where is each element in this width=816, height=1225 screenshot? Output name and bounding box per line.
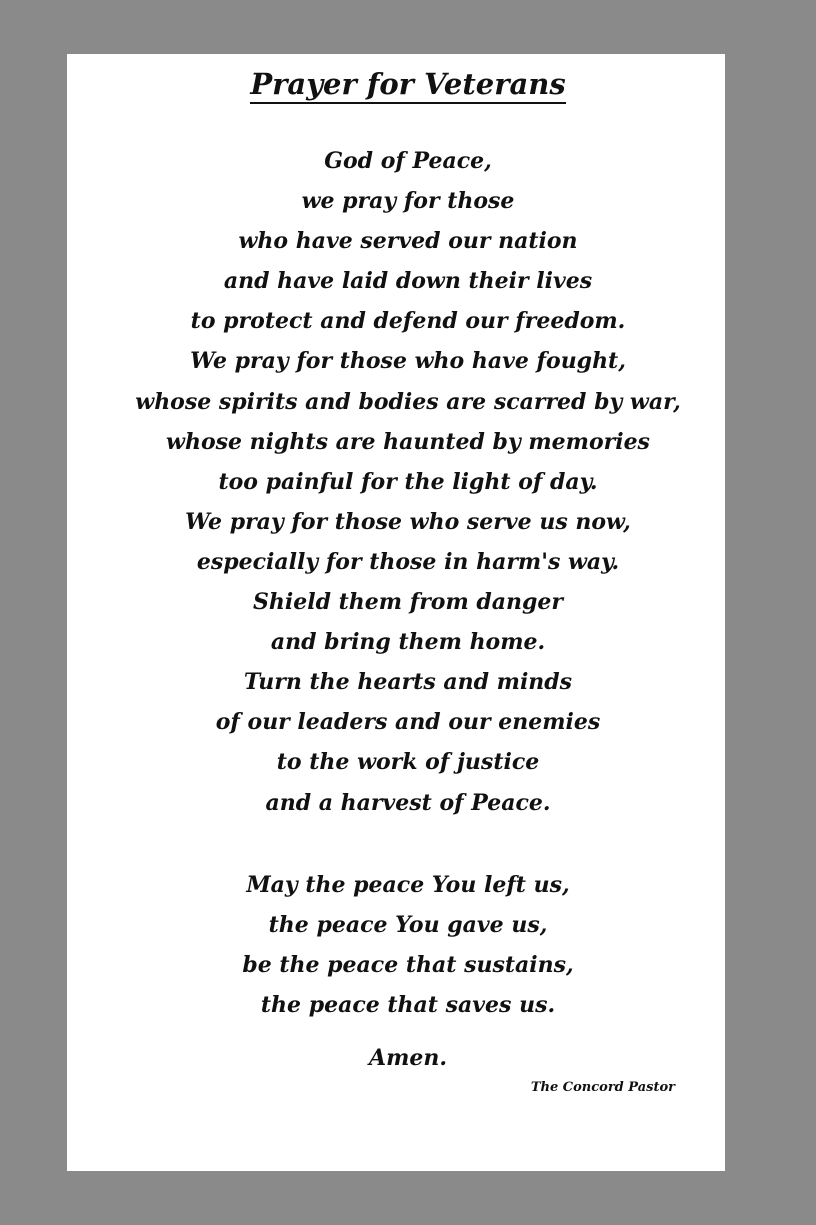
verse-line: too painful for the light of day.: [218, 468, 598, 495]
verse-line: whose spirits and bodies are scarred by war,: [135, 388, 681, 415]
stanza-2: [0, 865, 816, 1025]
stanza-1: [0, 141, 816, 823]
verse-line: and a harvest of Peace.: [265, 789, 551, 816]
verse-line: to the work of justice: [276, 749, 540, 776]
verse-line: especially for those in harm's way.: [196, 548, 620, 575]
verse-line: Turn the hearts and minds: [243, 669, 573, 696]
closing-amen: Amen.: [369, 1045, 447, 1071]
verse-line: who have served our nation: [238, 228, 578, 255]
verse-line: of our leaders and our enemies: [215, 709, 601, 736]
verse-line: May the peace You left us,: [246, 872, 570, 898]
verse-line: the peace You gave us,: [268, 912, 548, 939]
verse-line: and bring them home.: [270, 629, 546, 656]
page-title-text: Prayer for Veterans: [250, 67, 565, 104]
attribution: The Concord Pastor: [530, 1080, 675, 1095]
verse-line: be the peace that sustains,: [242, 952, 574, 979]
verse-line: God of Peace,: [324, 148, 492, 174]
verse-line: We pray for those who serve us now,: [185, 508, 631, 535]
verse-line: and have laid down their lives: [223, 268, 593, 295]
verse-line: we pray for those: [301, 188, 515, 215]
verse-line: Shield them from danger: [253, 589, 563, 616]
verse-line: whose nights are haunted by memories: [166, 428, 650, 455]
verse-line: the peace that saves us.: [260, 992, 556, 1019]
verse-line: to protect and defend our freedom.: [190, 308, 626, 335]
page-title: [0, 64, 816, 104]
verse-line: We pray for those who have fought,: [190, 348, 626, 375]
